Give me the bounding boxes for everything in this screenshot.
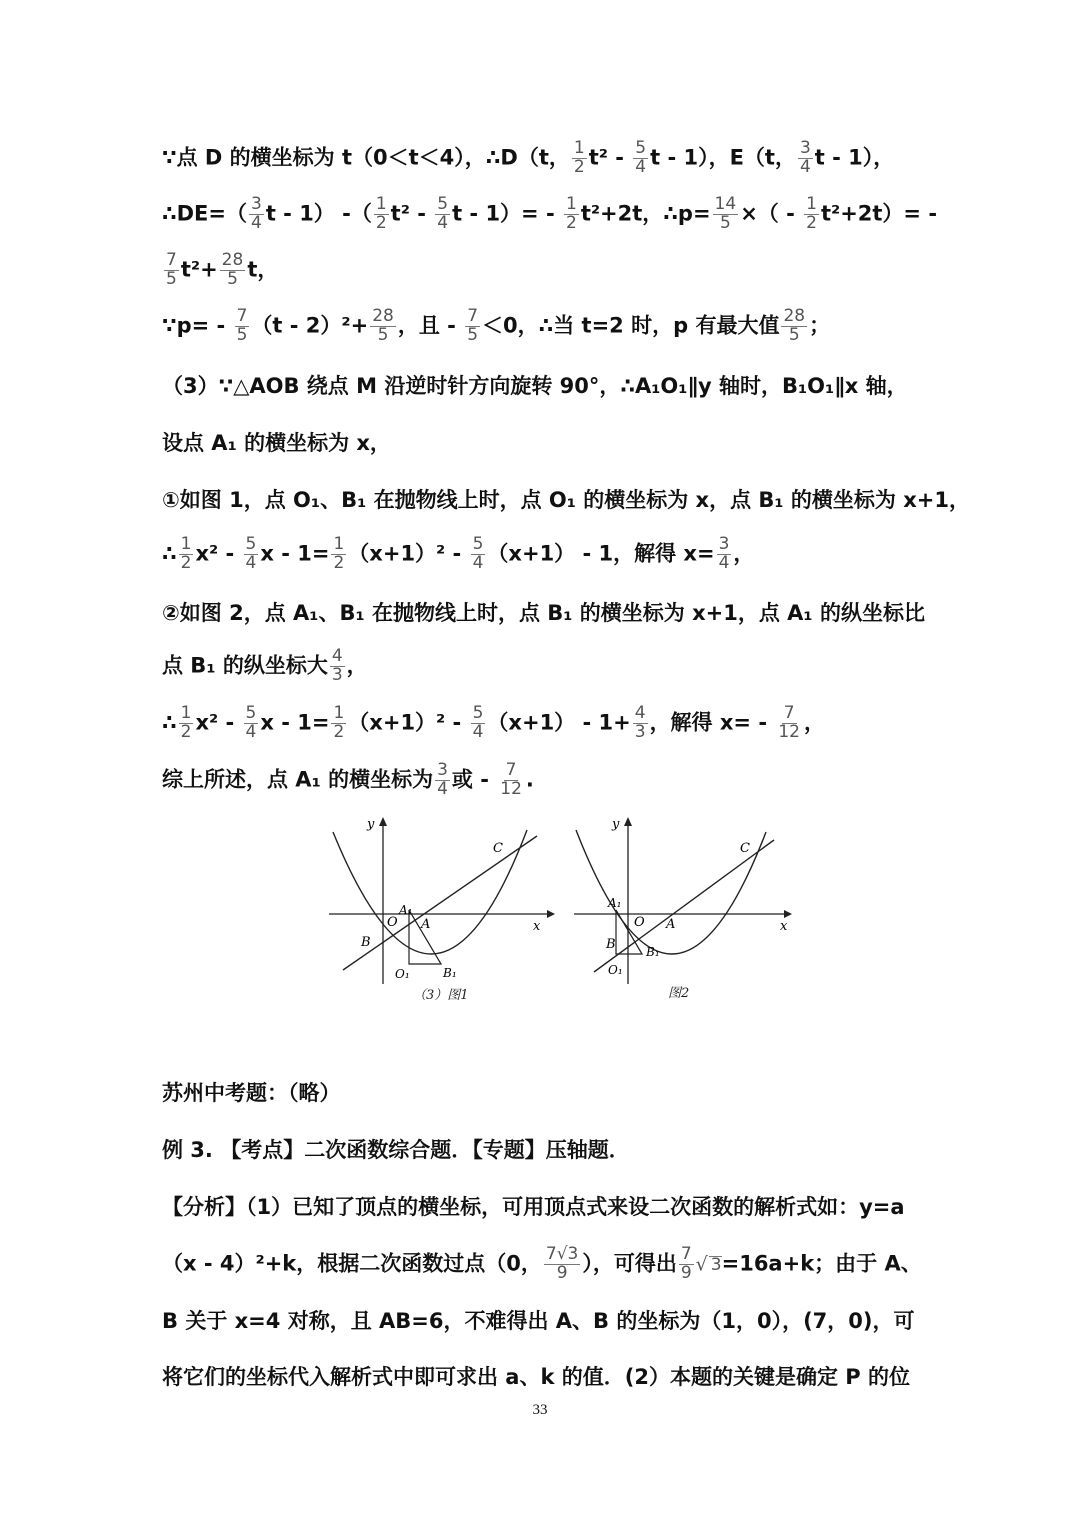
- text: t²+2t）= -: [820, 201, 938, 226]
- text: x - 1=: [260, 710, 330, 735]
- label-o: O: [634, 915, 645, 930]
- text: 苏州中考题：（略）: [162, 1081, 341, 1105]
- fraction: $\frac{28}{5}$: [372, 306, 394, 345]
- label-b: B: [361, 935, 371, 950]
- solution-line-12: [162, 762, 534, 799]
- text: （x - 4）²+k，根据二次函数过点（0，: [162, 1251, 542, 1276]
- solution-line-8: [162, 536, 754, 573]
- text: 将它们的坐标代入解析式中即可求出 a、k 的值．(2）本题的关键是确定 P 的位: [162, 1365, 910, 1389]
- text: ，: [804, 710, 825, 735]
- text: t² -: [588, 145, 632, 170]
- solution-line-3: [162, 252, 278, 289]
- fraction: $\frac{1}{2}$: [806, 194, 817, 233]
- text: 综上所述，点 A₁ 的横坐标为: [162, 767, 434, 792]
- text: =16a+k；由于 A、: [721, 1251, 922, 1276]
- solution-line-13: [162, 1083, 341, 1104]
- label-y: y: [367, 817, 375, 832]
- text: （t - 2）²+: [251, 313, 369, 338]
- solution-line-16: [162, 1246, 922, 1283]
- text: （x+1） - 1，解得 x=: [487, 541, 715, 566]
- label-x: x: [533, 919, 541, 934]
- solution-line-11: [162, 705, 825, 742]
- text: x² -: [195, 710, 242, 735]
- solution-line-5: [162, 376, 908, 397]
- fraction: $\frac{1}{2}$: [180, 703, 192, 742]
- text: 或 -: [451, 767, 497, 792]
- label-b: B: [606, 937, 616, 952]
- fraction: $\frac{3}{4}$: [799, 138, 811, 177]
- text: t - 1），: [814, 145, 895, 170]
- parabola: [576, 830, 766, 954]
- solution-line-14: [162, 1140, 630, 1161]
- solution-line-17: [162, 1311, 915, 1332]
- solution-line-4: [162, 308, 830, 345]
- label-b1: B₁: [646, 945, 660, 959]
- solution-line-9: [162, 603, 925, 624]
- fraction: $\frac{7}{5}$: [166, 250, 177, 289]
- fraction: $\frac{3}{4}$: [437, 760, 448, 799]
- solution-line-2: [162, 196, 937, 233]
- y-axis-arrow: [379, 817, 387, 826]
- solution-line-6: [162, 433, 391, 454]
- label-x: x: [780, 919, 788, 934]
- text: ∴: [162, 710, 177, 735]
- fraction: $\frac{5}{4}$: [437, 194, 449, 233]
- text: ），可得出: [582, 1251, 677, 1276]
- fraction: $\frac{3}{4}$: [250, 194, 262, 233]
- label-c: C: [740, 841, 750, 856]
- x-axis-arrow: [547, 910, 555, 918]
- label-a1: A₁: [399, 903, 413, 917]
- fraction: $\frac{28}{5}$: [783, 306, 806, 345]
- fraction: $\frac{7}{5}$: [467, 306, 479, 345]
- fraction: $\frac{5}{4}$: [245, 534, 257, 573]
- label-a: A: [666, 917, 676, 932]
- line-bc: [343, 836, 537, 970]
- label-c: C: [493, 841, 503, 856]
- label-o: O: [387, 915, 398, 930]
- fraction: $\frac{1}{2}$: [333, 534, 345, 573]
- label-a: A: [421, 917, 431, 932]
- text: x - 1=: [260, 541, 330, 566]
- y-axis-arrow: [624, 817, 632, 826]
- fraction: $\frac{7}{5}$: [236, 306, 248, 345]
- fraction: $\frac{5}{4}$: [635, 138, 647, 177]
- label-a1: A₁: [608, 896, 622, 910]
- text: ∵点 D 的横坐标为 t（0＜t＜4），∴D（t，: [162, 145, 570, 170]
- sqrt-sign: √: [695, 1253, 708, 1276]
- fraction: $\frac{1}{2}$: [565, 194, 577, 233]
- text: （x+1）² -: [348, 541, 469, 566]
- text: B 关于 x=4 对称，且 AB=6，不难得出 A、B 的坐标为（1，0），(7，0)，可: [162, 1309, 915, 1333]
- fraction: $\frac{7√3}{9}$: [545, 1244, 579, 1283]
- text: ∴DE=（: [162, 201, 247, 226]
- text: t - 1） -（: [265, 201, 372, 226]
- text: ＜0，∴当 t=2 时，p 有最大值: [482, 313, 780, 338]
- fraction: $\frac{1}{2}$: [180, 534, 192, 573]
- text: ，: [346, 653, 368, 678]
- figure-2: [570, 812, 800, 1011]
- figure-1-diagram: [325, 812, 555, 1007]
- label-y: y: [612, 817, 620, 832]
- text: （x+1） - 1+: [487, 710, 631, 735]
- fraction: $\frac{4}{3}$: [634, 703, 646, 742]
- solution-line-10: [162, 648, 368, 685]
- text: t² -: [390, 201, 434, 226]
- text: （x+1）² -: [348, 710, 469, 735]
- fraction: $\frac{5}{4}$: [472, 703, 484, 742]
- text: x² -: [195, 541, 242, 566]
- fraction: $\frac{1}{2}$: [573, 138, 585, 177]
- solution-line-7: [162, 490, 970, 511]
- text: ，: [733, 541, 755, 566]
- fraction: $\frac{5}{4}$: [245, 703, 257, 742]
- fraction: $\frac{4}{3}$: [331, 646, 343, 685]
- fraction: $\frac{7}{12}$: [778, 703, 800, 742]
- text: ②如图 2，点 A₁、B₁ 在抛物线上时，点 B₁ 的横坐标为 x+1，点 A₁ 的纵坐标比: [162, 601, 925, 625]
- fraction: $\frac{1}{2}$: [333, 703, 345, 742]
- text: ，且 -: [397, 313, 464, 338]
- fraction: $\frac{7}{12}$: [500, 760, 522, 799]
- solution-line-18: [162, 1367, 910, 1388]
- figure-1-caption: （3）图1: [413, 988, 469, 1003]
- text: t - 1）= -: [452, 201, 562, 226]
- label-o1: O₁: [395, 967, 410, 981]
- text: 点 B₁ 的纵坐标大: [162, 653, 328, 678]
- figure-2-diagram: [570, 812, 800, 1007]
- page-number: 33: [532, 1402, 548, 1418]
- text: 设点 A₁ 的横坐标为 x，: [162, 431, 391, 455]
- text: t - 1），E（t，: [650, 145, 796, 170]
- solution-line-15: [162, 1197, 905, 1218]
- text: 例 3. 【考点】二次函数综合题．【专题】压轴题．: [162, 1138, 630, 1162]
- label-b1: B₁: [443, 966, 457, 980]
- fraction: $\frac{7}{9}$: [680, 1244, 692, 1283]
- text: t²+2t，∴p=: [580, 201, 711, 226]
- radicand: 3: [710, 1255, 722, 1276]
- text: ，解得 x= -: [649, 710, 775, 735]
- figure-2-caption: 图2: [668, 986, 690, 1001]
- text: .: [525, 767, 534, 792]
- fraction: $\frac{5}{4}$: [472, 534, 484, 573]
- text: 【分析】（1）已知了顶点的横坐标，可用顶点式来设二次函数的解析式如：y=a: [162, 1195, 905, 1219]
- text: ①如图 1，点 O₁、B₁ 在抛物线上时，点 O₁ 的横坐标为 x，点 B₁ 的横坐标为 x+1，: [162, 488, 970, 512]
- fraction: $\frac{1}{2}$: [375, 194, 387, 233]
- x-axis-arrow: [784, 910, 792, 918]
- text: （3）∵△AOB 绕点 M 沿逆时针方向旋转 90°，∴A₁O₁∥y 轴时，B₁O₁∥x 轴，: [162, 374, 908, 398]
- figure-1: [325, 812, 555, 1011]
- fraction: $\frac{14}{5}$: [714, 194, 737, 233]
- text: t，: [247, 257, 279, 282]
- text: ∴: [162, 541, 177, 566]
- text: ×（ -: [740, 201, 803, 226]
- text: ；: [809, 313, 831, 338]
- solution-line-1: [162, 140, 894, 177]
- text: t²+: [180, 257, 218, 282]
- label-o1: O₁: [608, 963, 623, 977]
- fraction: $\frac{28}{5}$: [221, 250, 244, 289]
- text: ∵p= -: [162, 313, 233, 338]
- fraction: $\frac{3}{4}$: [718, 534, 730, 573]
